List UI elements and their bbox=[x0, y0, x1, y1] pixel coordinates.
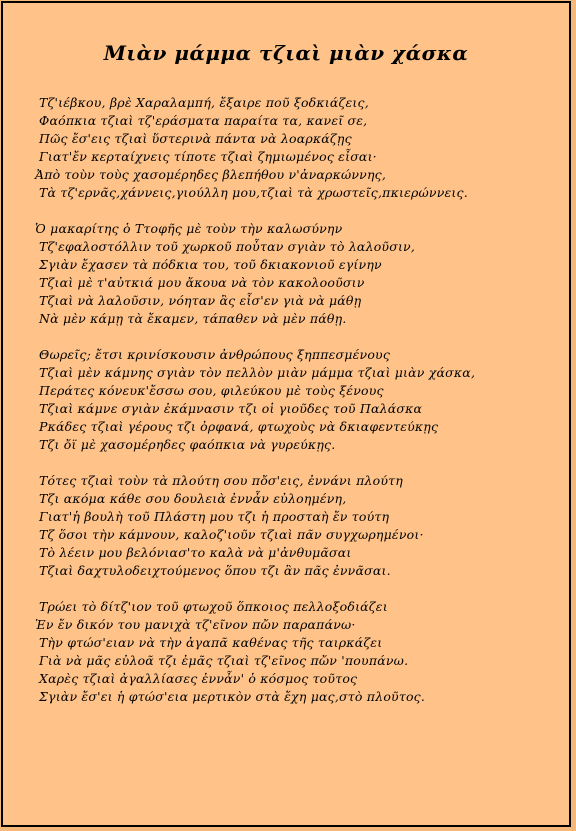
poem-line: Γιατ'ἔν κερταίχνεις τίποτε τζιαὶ ζημιωμένος εἶσαι· bbox=[39, 149, 377, 164]
stanza-1 bbox=[35, 94, 559, 202]
poem-line: Ὁ μακαρίτης ὁ Ττοφῆς μὲ τοὺν τὴν καλωσύνην bbox=[35, 221, 343, 236]
poem-line: Τὴν φτώσ'ειαν νὰ τὴν ἀγαπᾶ καθένας τῆς ταιρκάζει bbox=[39, 635, 383, 650]
poem-line: Τζ'ιέβκου, βρὲ Χαραλαμπή, ἔξαιρε ποῦ ξοδκιάζεις, bbox=[39, 95, 369, 110]
poem-body bbox=[35, 94, 559, 724]
stanza-4 bbox=[39, 472, 559, 580]
poem-line: Περάτες κόνευκ'ἔσσω σου, φιλεύκου μὲ τοὺς ξένους bbox=[39, 383, 384, 398]
poem-line: Χαρὲς τζιαὶ ἀγαλλίασες ἐννἆν' ὁ κόσμος τοῦτος bbox=[39, 671, 358, 686]
poem-line: Τότες τζιαὶ τοὺν τὰ πλούτη σου πὄσ'εις, ἐννάνι πλούτη bbox=[39, 473, 403, 488]
poem-line: Νὰ μὲν κάμῃ τὰ ἔκαμεν, τάπαθεν νὰ μὲν πάθῃ. bbox=[39, 311, 347, 326]
poem-line: Πῶς ἔσ'εις τζιαὶ ὕστερινὰ πάντα νὰ λοαρκάζῃς bbox=[39, 131, 352, 146]
poem-line: Τζιαὶ κάμνε σγιὰν ἐκάμνασιν τζι οἱ γιοῦδες τοῦ Παλάσκα bbox=[39, 401, 423, 416]
stanza-5 bbox=[35, 598, 559, 706]
poem-line: Τζιαὶ νὰ λαλοῦσιν, νόηταν ἂς εἶσ'εν γιὰ νὰ μάθῃ bbox=[39, 293, 362, 308]
poem-line: Ἐν ἔν δικόν του μανιχὰ τζ'εῖνον πὤν παραπάνω· bbox=[35, 617, 356, 632]
poem-line: Τζι ὄϊ μὲ χασομέρηδες φαόπκια νὰ γυρεύκῃς. bbox=[39, 437, 336, 452]
poem-line: Τζι ακόμα κάθε σου δουλειὰ ἐννἆν εὐλοημένη, bbox=[39, 491, 347, 506]
poem-title: Μιὰν μάμμα τζιαὶ μιὰν χάσκα bbox=[103, 41, 469, 65]
poem-line: Τζ'εφαλοστόλλιν τοῦ χωρκοῦ ποὖταν σγιὰν τὸ λαλοῦσιν, bbox=[39, 239, 416, 254]
poem-line: Γιὰ νὰ μᾶς εὐλοᾶ τζι ἐμᾶς τζιαὶ τζ'εῖνος πὤν 'πουπάνω. bbox=[39, 653, 409, 668]
poem-line: Τὸ λέειν μου βελόνιασ'το καλὰ νὰ μ'ἀνθυμᾶσαι bbox=[39, 545, 352, 560]
poem-line: Ρκάδες τζιαὶ γέρους τζι ὀρφανά, φτωχοὺς νὰ δκιαφεντεύκῃς bbox=[39, 419, 439, 434]
poem-line: Φαόπκια τζιαὶ τζ'εράσματα παραίτα τα, κανεῖ σε, bbox=[39, 113, 368, 128]
document-frame bbox=[1, 1, 571, 827]
poem-line: Ἀπὸ τοὺν τοὺς χασομέρηδες βλεπήθου ν'ἀναρκώννης, bbox=[35, 167, 387, 182]
poem-line: Τζιαὶ μὲν κάμνης σγιὰν τὸν πελλὸν μιὰν μάμμα τζιαὶ μιὰν χάσκα, bbox=[39, 365, 476, 380]
poem-line: Σγιὰν ἔχασεν τὰ πόδκια του, τοῦ δκιακονιοῦ εγίνην bbox=[39, 257, 382, 272]
poem-line: Γιατ'ἡ βουλὴ τοῦ Πλάστη μου τζι ἡ προσταὴ ἔν τούτη bbox=[39, 509, 390, 524]
poem-line: Θωρεῖς; ἔτσι κρινίσκουσιν ἀνθρώπους ξηππεσμένους bbox=[39, 347, 391, 362]
stanza-2 bbox=[35, 220, 559, 328]
poem-line: Τζ ὅσοι τὴν κάμνουν, καλοζ'ιοῦν τζιαὶ πᾶν συγχωρημένοι· bbox=[39, 527, 424, 542]
poem-line: Τζιαὶ μὲ τ'αὐτκιά μου ἄκουα νὰ τὸν κακολοοῦσιν bbox=[39, 275, 365, 290]
stanza-3 bbox=[39, 346, 559, 454]
poem-line: Σγιὰν ἔσ'ει ἡ φτώσ'εια μερτικὸν στὰ ἔχη μας,στὸ πλοῦτος. bbox=[39, 689, 426, 704]
poem-line: Τὰ τζ'ερνᾶς,χάννεις,γιούλλη μου,τζιαὶ τὰ χρωστεῖς,πκιερώννεις. bbox=[39, 185, 468, 200]
poem-line: Τρώει τὸ δίτζ'ιον τοῦ φτωχοῦ ὅπκοιος πελλοξοδιάζει bbox=[39, 599, 388, 614]
poem-line: Τζιαὶ δαχτυλοδειχτούμενος ὅπου τζι ἂν πᾶς ἐννᾶσαι. bbox=[39, 563, 391, 578]
